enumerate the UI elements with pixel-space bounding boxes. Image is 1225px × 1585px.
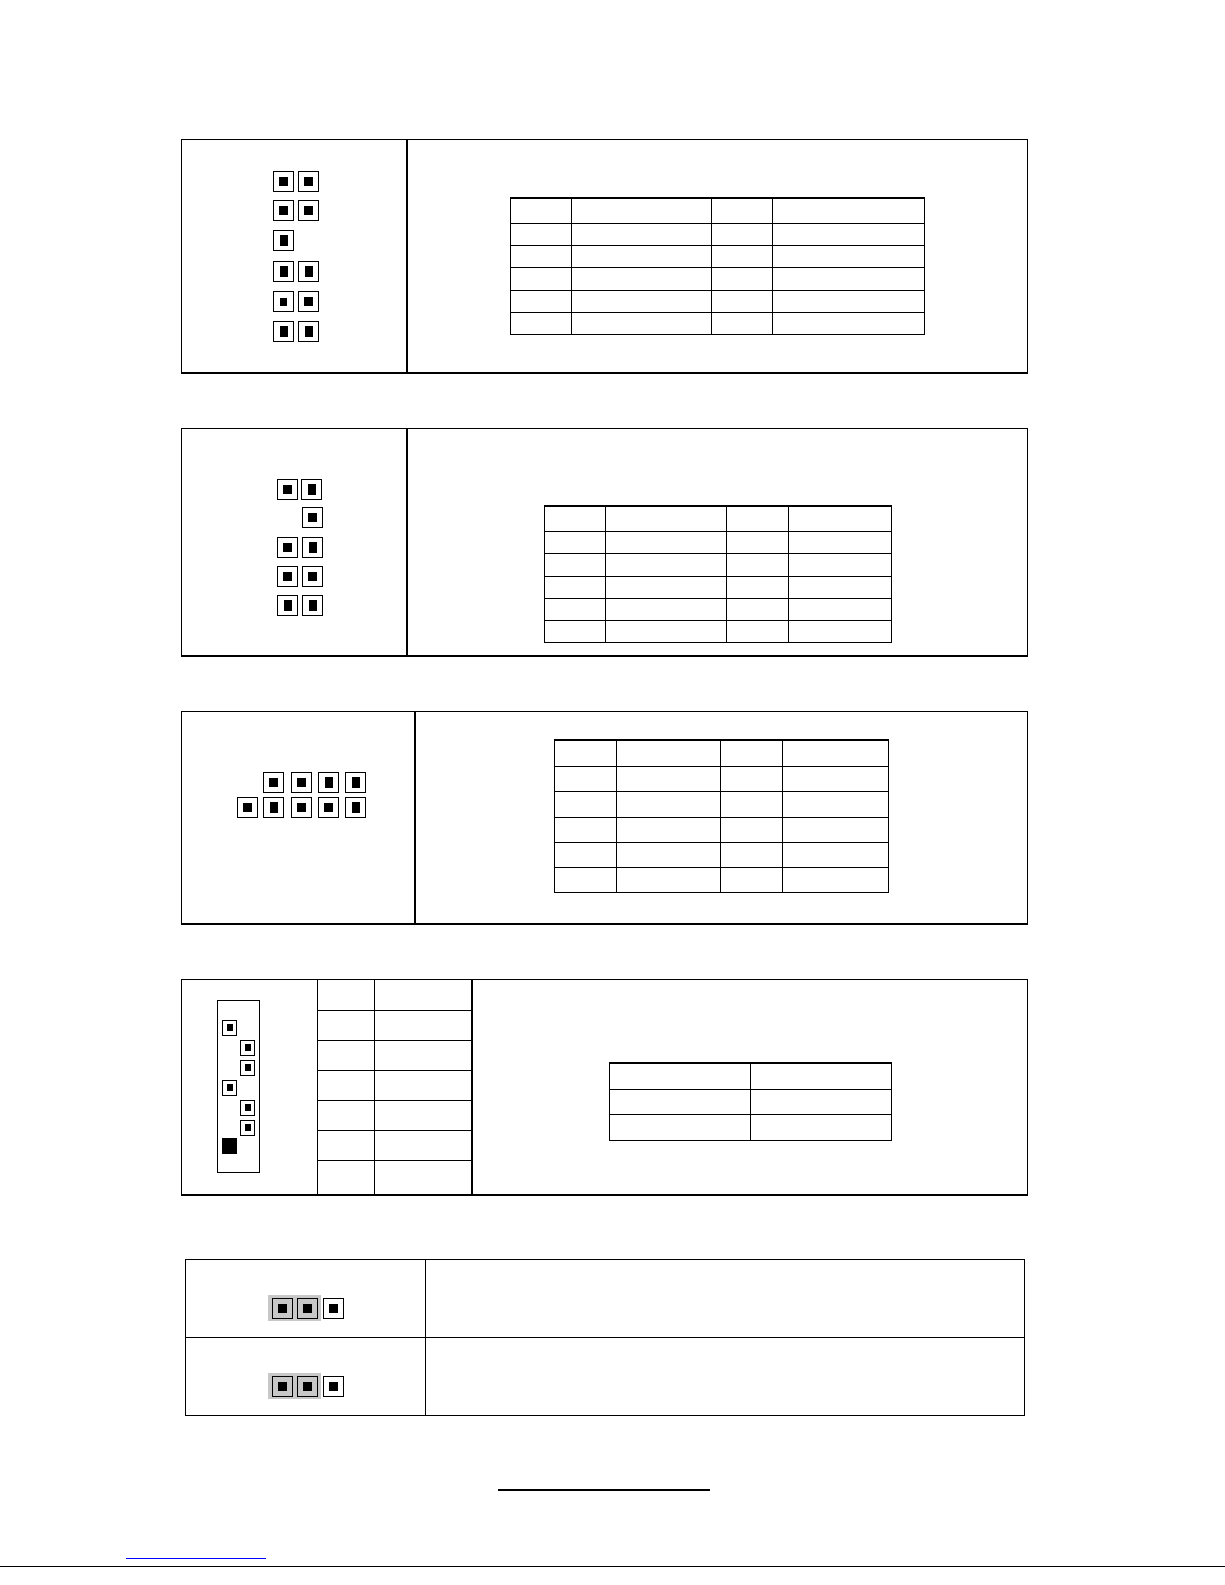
jumper-description-cell xyxy=(426,1260,1025,1338)
connector-1-pin-table xyxy=(510,197,925,335)
connector-4-side-table xyxy=(317,979,473,1195)
pin-icon xyxy=(302,537,323,558)
table-row xyxy=(511,290,925,312)
table-row xyxy=(511,198,925,223)
pin-icon xyxy=(297,1376,318,1397)
pin-icon xyxy=(273,230,294,251)
pin-icon xyxy=(298,171,319,192)
table-row xyxy=(555,740,889,766)
jumper-diagram-cell xyxy=(186,1338,426,1416)
pin-icon xyxy=(345,797,366,818)
pin-icon xyxy=(273,171,294,192)
pin-icon xyxy=(273,291,294,312)
connector-3-pin-table xyxy=(554,739,889,893)
pin-icon xyxy=(291,772,312,793)
pin-icon xyxy=(222,1080,237,1096)
pin-icon xyxy=(263,797,284,818)
connector-1-divider xyxy=(406,139,408,374)
table-row xyxy=(545,531,892,553)
connector-2-pin-table xyxy=(544,505,892,643)
connector-3-divider xyxy=(414,711,416,925)
pin-icon xyxy=(273,321,294,342)
table-row xyxy=(555,842,889,867)
pin-icon xyxy=(277,595,298,616)
table-row xyxy=(555,817,889,842)
pin-icon xyxy=(297,1298,318,1319)
table-row xyxy=(318,1160,473,1195)
table-row xyxy=(511,267,925,290)
pin-icon xyxy=(323,1298,344,1319)
pin-icon xyxy=(240,1060,255,1076)
pin-icon xyxy=(318,797,339,818)
pin-icon xyxy=(291,797,312,818)
pin-icon xyxy=(277,537,298,558)
pin-icon xyxy=(318,772,339,793)
table-row xyxy=(545,576,892,598)
connector-2-divider xyxy=(406,428,408,657)
pin-icon xyxy=(273,200,294,221)
connector-4-pin-header xyxy=(217,1000,260,1173)
pin-1-icon xyxy=(222,1138,237,1154)
pin-icon xyxy=(237,797,258,818)
footer-link-underline[interactable] xyxy=(126,1558,266,1559)
jumper-diagram-cell xyxy=(186,1260,426,1338)
table-row xyxy=(318,979,473,1010)
table-row xyxy=(186,1338,1025,1416)
pin-icon xyxy=(301,479,322,500)
footer-rule xyxy=(498,1489,710,1491)
pin-icon xyxy=(273,261,294,282)
pin-icon xyxy=(302,595,323,616)
pin-icon xyxy=(272,1298,293,1319)
pin-icon xyxy=(272,1376,293,1397)
table-row xyxy=(318,1100,473,1130)
jumper-description-cell xyxy=(426,1338,1025,1416)
table-row xyxy=(555,791,889,817)
pin-icon xyxy=(298,261,319,282)
table-row xyxy=(555,867,889,892)
table-row xyxy=(610,1114,892,1140)
table-row xyxy=(511,223,925,245)
pin-icon xyxy=(298,291,319,312)
pin-icon xyxy=(240,1100,255,1116)
connector-4-frame xyxy=(181,979,1028,1196)
pin-icon xyxy=(277,566,298,587)
pin-icon xyxy=(302,566,323,587)
pin-icon xyxy=(222,1020,237,1036)
pin-icon xyxy=(298,321,319,342)
jumper-settings-table xyxy=(185,1259,1025,1416)
table-row xyxy=(318,1040,473,1070)
table-row xyxy=(318,1070,473,1100)
pin-icon xyxy=(277,479,298,500)
pin-icon xyxy=(298,200,319,221)
table-row xyxy=(545,598,892,620)
table-row xyxy=(545,620,892,642)
pin-icon xyxy=(345,772,366,793)
connector-4-pin-table xyxy=(609,1062,892,1141)
page-bottom-rule xyxy=(0,1566,1225,1567)
table-row xyxy=(511,245,925,267)
pin-icon xyxy=(240,1040,255,1056)
table-row xyxy=(511,312,925,334)
table-row xyxy=(545,553,892,576)
table-row xyxy=(545,506,892,531)
table-row xyxy=(318,1010,473,1040)
pin-icon xyxy=(240,1120,255,1136)
table-row xyxy=(186,1260,1025,1338)
table-row xyxy=(318,1130,473,1160)
table-row xyxy=(610,1089,892,1114)
pin-icon xyxy=(323,1376,344,1397)
table-row xyxy=(555,766,889,791)
pin-icon xyxy=(263,772,284,793)
table-row xyxy=(610,1063,892,1089)
pin-icon xyxy=(302,507,323,528)
